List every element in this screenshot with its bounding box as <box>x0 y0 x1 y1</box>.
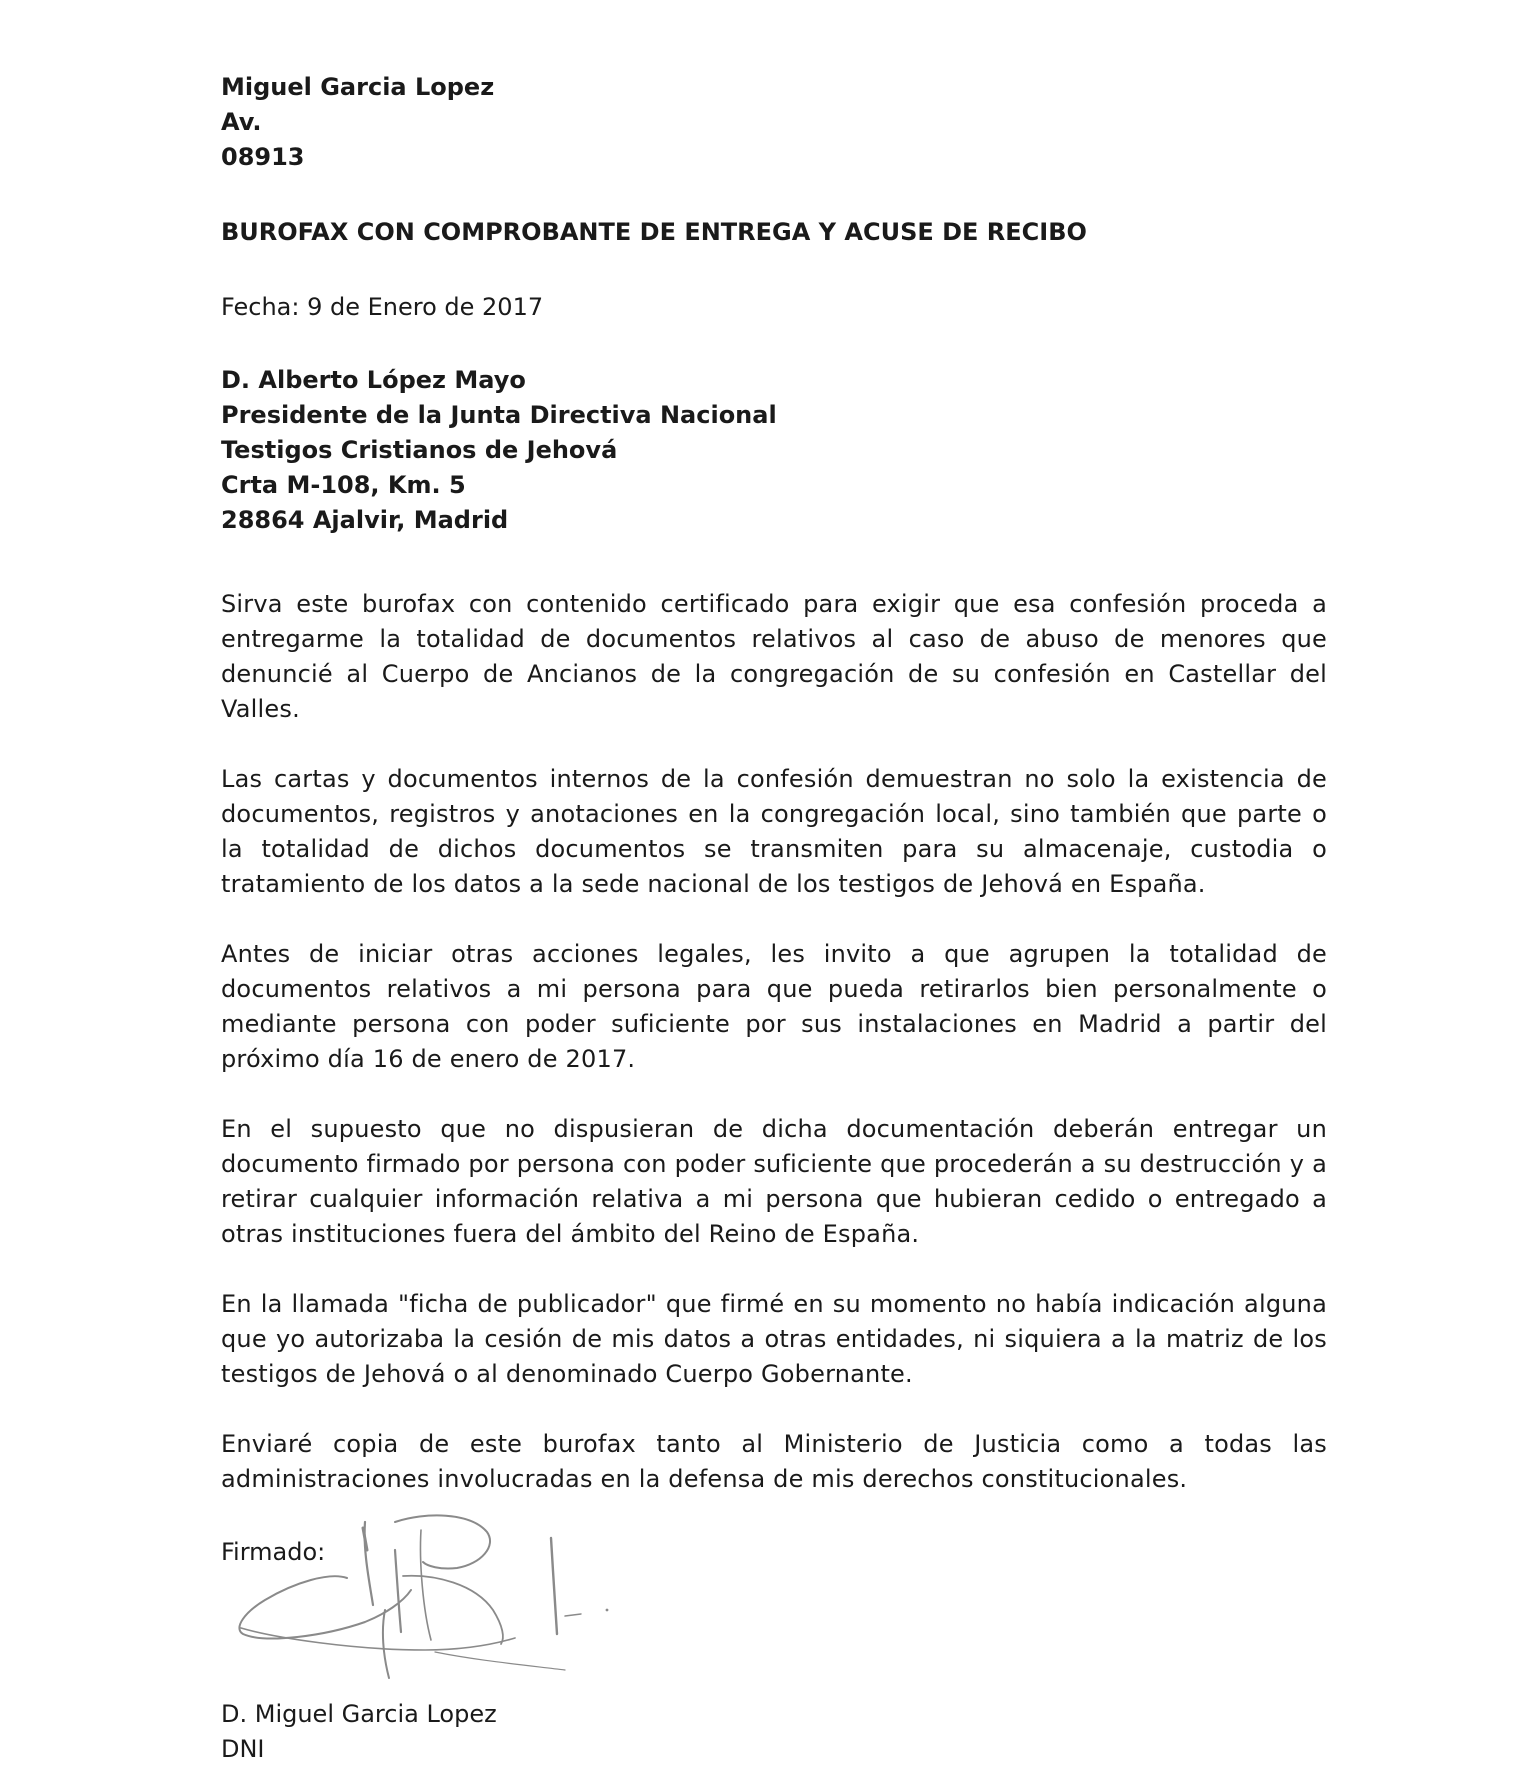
recipient-title: Presidente de la Junta Directiva Nacional <box>221 401 777 429</box>
recipient-name: D. Alberto López Mayo <box>221 366 526 394</box>
body-paragraph-4: En el supuesto que no dispusieran de dicha documentación deberán entregar un documento firmado por persona con poder suficiente que procederán a su destrucción y a retirar cualquier información relativa a mi persona que hubieran cedido o entregado a otras instituciones fuera del ámbito del Reino de España. <box>221 1115 1327 1248</box>
handwritten-signature-icon <box>235 1510 635 1690</box>
signer-id-label: DNI <box>221 1735 265 1763</box>
body-paragraph-6: Enviaré copia de este burofax tanto al Ministerio de Justicia como a todas las administraciones involucradas en la defensa de mis derechos constitucionales. <box>221 1430 1327 1493</box>
body-paragraph-2: Las cartas y documentos internos de la confesión demuestran no solo la existencia de documentos, registros y anotaciones en la congregación local, sino también que parte o la totalidad de dichos documentos se transmiten para su almacenaje, custodia o tratamiento de los datos a la sede nacional de los testigos de Jehová en España. <box>221 765 1327 898</box>
sender-name: Miguel Garcia Lopez <box>221 73 495 101</box>
letter-subject: BUROFAX CON COMPROBANTE DE ENTREGA Y ACUSE DE RECIBO <box>221 218 1087 246</box>
sender-postal-code: 08913 <box>221 143 305 171</box>
letter-page <box>221 70 1327 1570</box>
recipient-street: Crta M-108, Km. 5 <box>221 471 466 499</box>
sender-address: Av. <box>221 108 262 136</box>
letter-date: Fecha: 9 de Enero de 2017 <box>221 293 544 321</box>
signed-label: Firmado: <box>221 1538 326 1566</box>
recipient-block <box>221 363 1327 538</box>
body-paragraph-5: En la llamada "ficha de publicador" que firmé en su momento no había indicación alguna que yo autorizaba la cesión de mis datos a otras entidades, ni siquiera a la matriz de los testigos de Jehová o al denominado Cuerpo Gobernante. <box>221 1290 1327 1388</box>
recipient-organization: Testigos Cristianos de Jehová <box>221 436 618 464</box>
signer-block <box>221 1697 497 1767</box>
sender-block <box>221 70 1327 175</box>
body-paragraph-1: Sirva este burofax con contenido certificado para exigir que esa confesión proceda a entregarme la totalidad de documentos relativos al caso de abuso de menores que denuncié al Cuerpo de Ancianos de la congregación de su confesión en Castellar del Valles. <box>221 590 1327 723</box>
body-paragraph-3: Antes de iniciar otras acciones legales, les invito a que agrupen la totalidad de documentos relativos a mi persona para que pueda retirarlos bien personalmente o mediante persona con poder suficiente por sus instalaciones en Madrid a partir del próximo día 16 de enero de 2017. <box>221 940 1327 1073</box>
recipient-city: 28864 Ajalvir, Madrid <box>221 506 509 534</box>
signer-name: D. Miguel Garcia Lopez <box>221 1700 497 1728</box>
